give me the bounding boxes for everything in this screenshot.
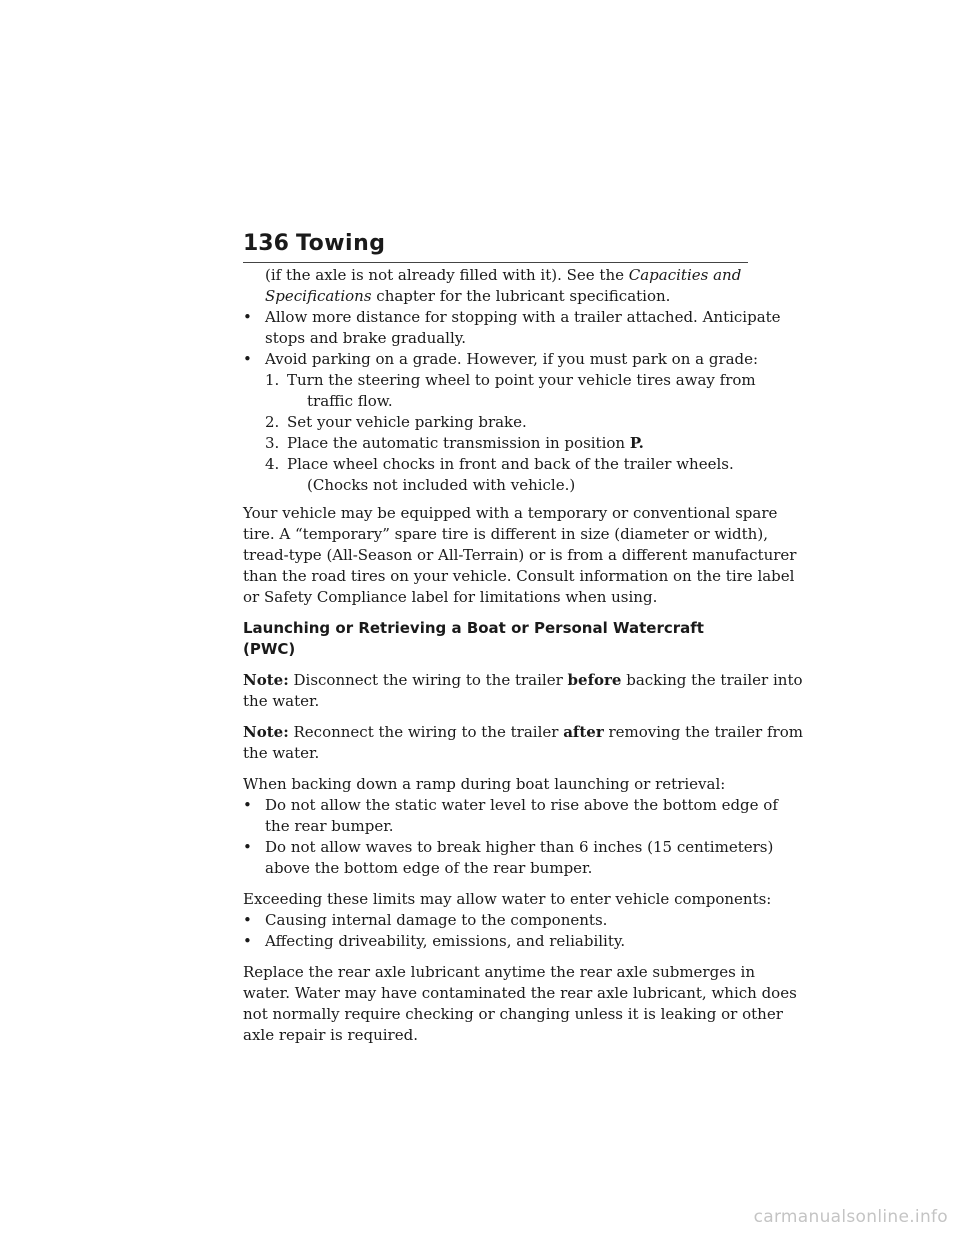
- intro-text: chapter for the lubricant specification.: [371, 287, 671, 305]
- step-item: [243, 370, 755, 412]
- step-text: Turn the steering wheel to point your vehicle tires away from: [287, 371, 756, 389]
- paragraph-line: than the road tires on your vehicle. Consult information on the tire label: [243, 567, 795, 585]
- chapter-reference: Specifications: [265, 287, 372, 305]
- backing-intro: When backing down a ramp during boat launching or retrieval:: [243, 775, 726, 793]
- bullet-text: Affecting driveability, emissions, and reliability.: [265, 932, 626, 950]
- step-number: 3.: [265, 434, 280, 452]
- bullet-text: above the bottom edge of the rear bumper.: [265, 859, 593, 877]
- bullet-text: Allow more distance for stopping with a trailer attached. Anticipate: [265, 308, 781, 326]
- note-text: Disconnect the wiring to the trailer: [288, 671, 568, 689]
- bullet-text: Do not allow the static water level to rise above the bottom edge of: [265, 796, 778, 814]
- paragraph-line: or Safety Compliance label for limitations when using.: [243, 588, 658, 606]
- bullet-marker: •: [243, 838, 252, 856]
- bullet-marker: •: [243, 911, 252, 929]
- page-body: [243, 265, 803, 1046]
- note-paragraph: [243, 670, 803, 712]
- bullet-text: Avoid parking on a grade. However, if you must park on a grade:: [265, 350, 759, 368]
- header-divider: [243, 262, 748, 263]
- paragraph-line: water. Water may have contaminated the rear axle lubricant, which does: [243, 984, 797, 1002]
- paragraph-line: not normally require checking or changing unless it is leaking or other: [243, 1005, 783, 1023]
- bullet-text: the rear bumper.: [265, 817, 394, 835]
- bullet-text: stops and brake gradually.: [265, 329, 467, 347]
- step-number: 4.: [265, 455, 280, 473]
- note-text: removing the trailer from: [603, 723, 803, 741]
- list-item: [243, 795, 778, 837]
- bullet-marker: •: [243, 308, 252, 326]
- bullet-marker: •: [243, 350, 252, 368]
- step-item: [243, 412, 755, 433]
- list-item: [243, 910, 755, 931]
- step-item: [243, 454, 755, 496]
- note-text: backing the trailer into: [621, 671, 803, 689]
- bullet-marker: •: [243, 796, 252, 814]
- step-number: 1.: [265, 371, 280, 389]
- chapter-reference: Capacities and: [628, 266, 742, 284]
- step-text: Place the automatic transmission in position: [287, 434, 630, 452]
- emphasis-text: before: [567, 671, 622, 689]
- list-item: [243, 307, 781, 349]
- step-text: (Chocks not included with vehicle.): [307, 476, 576, 494]
- bullet-text: Causing internal damage to the components.: [265, 911, 608, 929]
- list-item: [243, 349, 759, 370]
- step-number: 2.: [265, 413, 280, 431]
- page-number: 136: [243, 231, 289, 256]
- step-text: traffic flow.: [307, 392, 393, 410]
- note-text: the water.: [243, 744, 320, 762]
- paragraph-line: Your vehicle may be equipped with a temporary or conventional spare: [243, 504, 778, 522]
- intro-continuation: [243, 265, 755, 307]
- note-text: Reconnect the wiring to the trailer: [288, 723, 564, 741]
- paragraph-line: axle repair is required.: [243, 1026, 418, 1044]
- paragraph-line: tread-type (All-Season or All-Terrain) or is from a different manufacturer: [243, 546, 797, 564]
- chapter-title: Towing: [296, 231, 386, 256]
- gear-position: P.: [629, 434, 644, 452]
- exceeding-intro: Exceeding these limits may allow water to enter vehicle components:: [243, 890, 772, 908]
- bullet-text: Do not allow waves to break higher than 6 inches (15 centimeters): [265, 838, 774, 856]
- note-text: the water.: [243, 692, 320, 710]
- paragraph-line: Replace the rear axle lubricant anytime the rear axle submerges in: [243, 963, 756, 981]
- note-label: Note:: [243, 671, 289, 689]
- final-paragraph: [243, 962, 797, 1046]
- bullet-marker: •: [243, 932, 252, 950]
- emphasis-text: after: [563, 723, 604, 741]
- note-paragraph: [243, 722, 803, 764]
- intro-text: (if the axle is not already filled with it). See the: [265, 266, 629, 284]
- list-item: [243, 931, 755, 952]
- paragraph-line: tire. A “temporary” spare tire is different in size (diameter or width),: [243, 525, 768, 543]
- step-text: Set your vehicle parking brake.: [287, 413, 527, 431]
- note-label: Note:: [243, 723, 289, 741]
- list-item: [243, 837, 774, 879]
- section-heading: Launching or Retrieving a Boat or Personal Watercraft (PWC): [243, 619, 704, 658]
- spare-tire-paragraph: [243, 503, 797, 608]
- step-text: Place wheel chocks in front and back of the trailer wheels.: [287, 455, 734, 473]
- site-watermark: carmanualsonline.info: [753, 1207, 948, 1227]
- step-item: [243, 433, 755, 454]
